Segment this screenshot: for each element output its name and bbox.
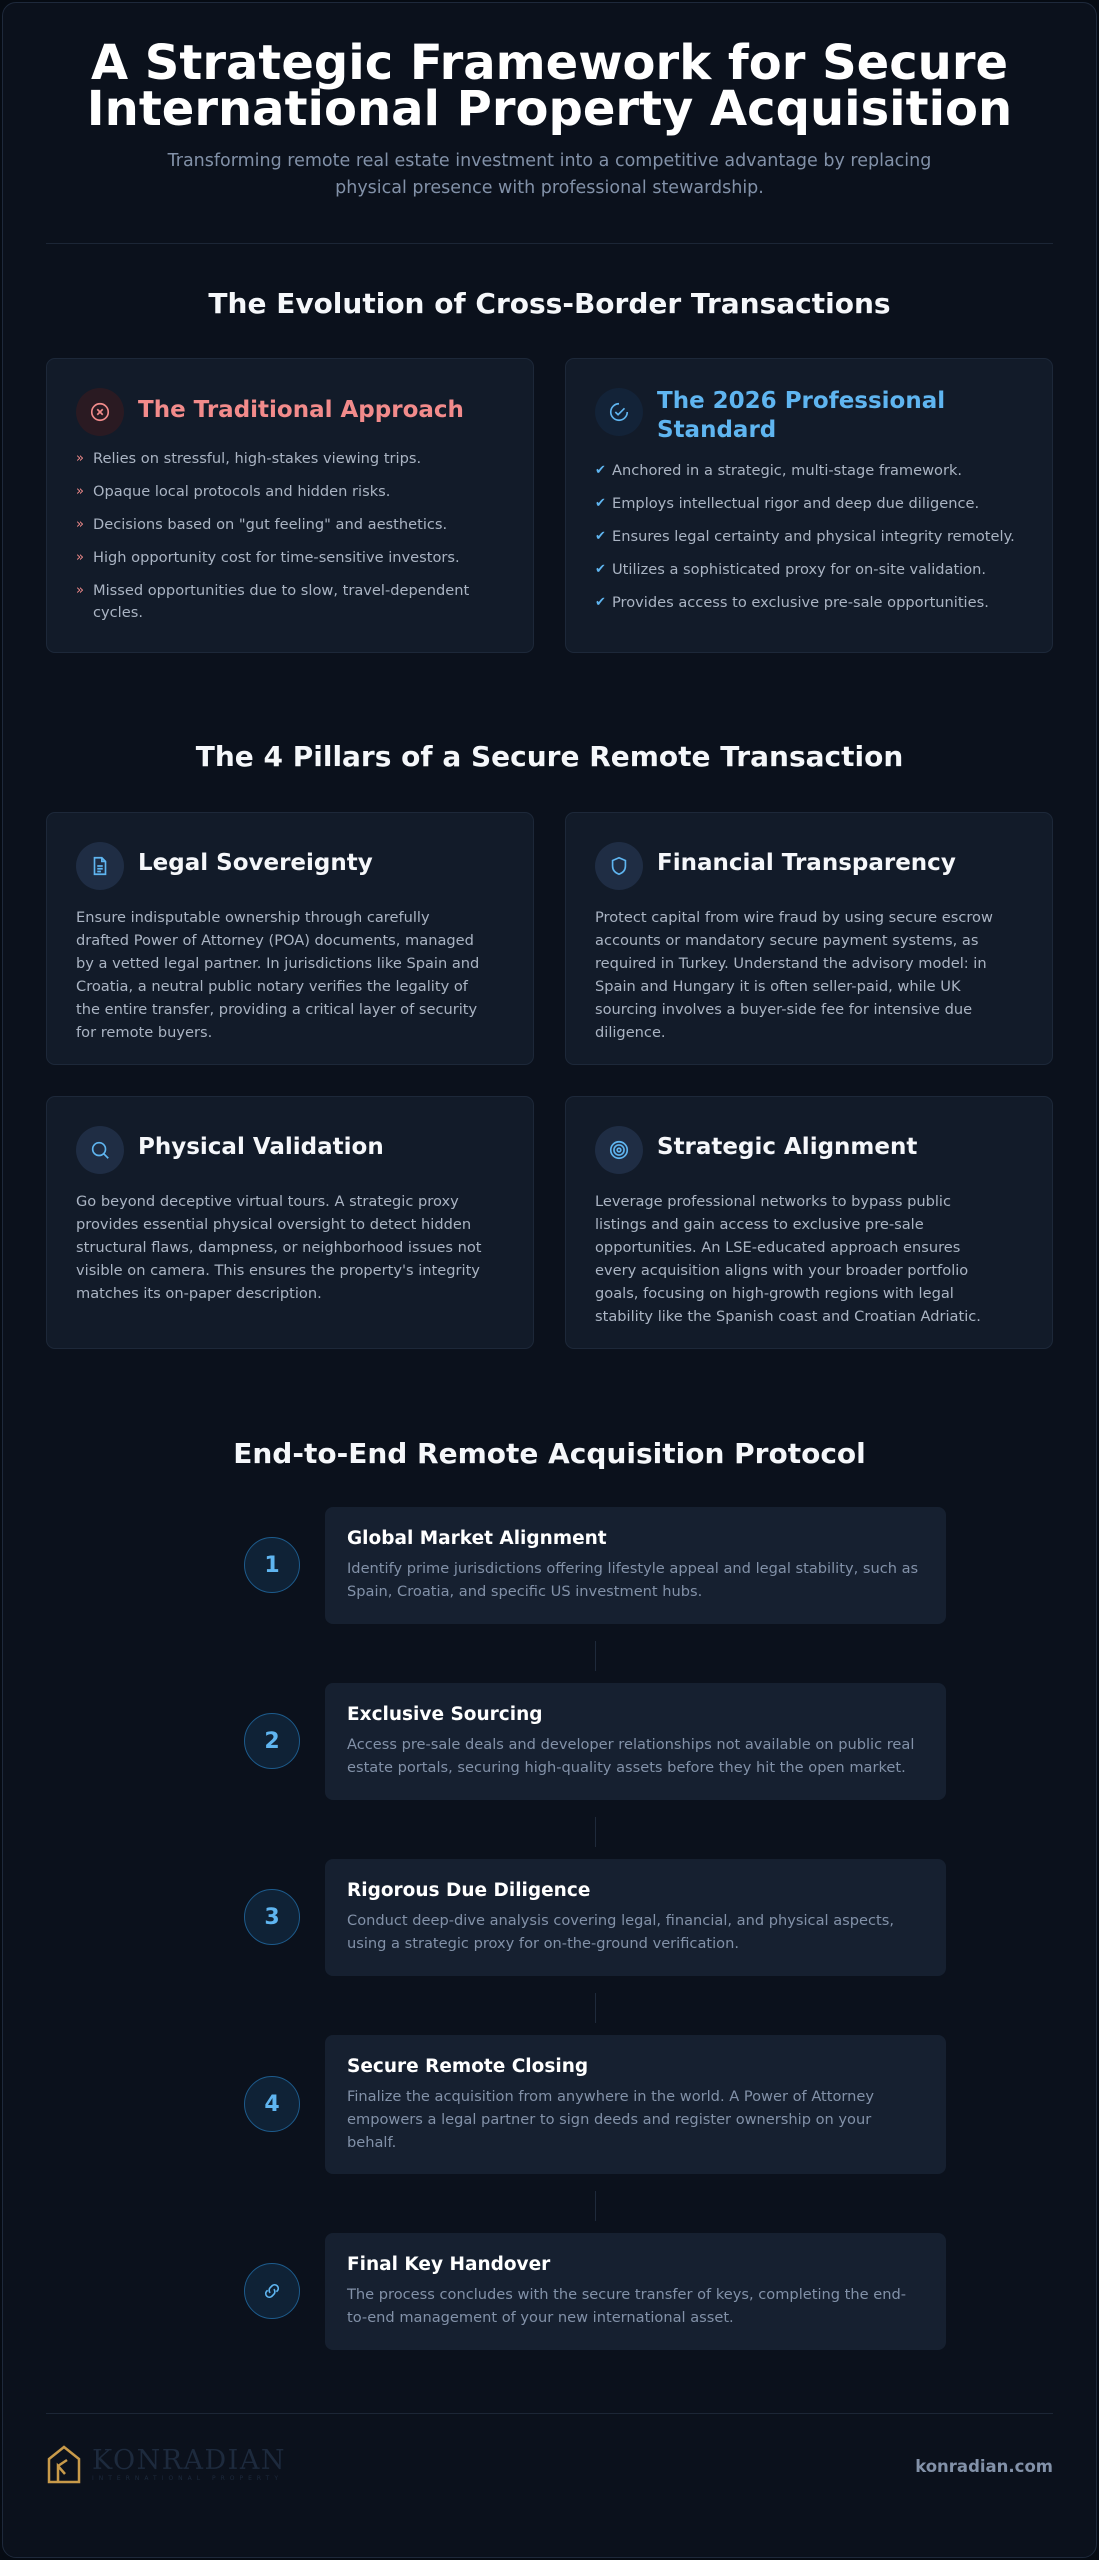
- bullet-marker: »: [76, 451, 84, 466]
- step-connector: [595, 1817, 596, 1847]
- professional-list: [595, 460, 1032, 625]
- page-title: [46, 35, 1053, 137]
- list-item: » Decisions based on "gut feeling" and aesthetics.: [76, 514, 513, 536]
- step-connector: [595, 1641, 596, 1671]
- evolution-title: The Evolution of Cross-Border Transactions: [208, 287, 891, 320]
- step-connector: [595, 1993, 596, 2023]
- traditional-title: The Traditional Approach: [138, 397, 464, 423]
- list-item: » High opportunity cost for time-sensitive investors.: [76, 547, 513, 569]
- search-icon: [76, 1126, 124, 1174]
- document-icon: [76, 842, 124, 890]
- list-item: » Missed opportunities due to slow, travel-dependent cycles.: [76, 582, 470, 621]
- logo-wordmark: KONRADIAN: [92, 2444, 286, 2476]
- pillars-title: The 4 Pillars of a Secure Remote Transaction: [195, 740, 904, 773]
- target-icon: [595, 1126, 643, 1174]
- step-number: 1: [244, 1537, 300, 1593]
- pillar-financial-transparency: [565, 812, 1053, 1065]
- x-circle-icon: [76, 388, 124, 436]
- step-title: Final Key Handover: [347, 2254, 551, 2275]
- step-connector: [595, 2191, 596, 2221]
- step-desc: Access pre-sale deals and developer relationships not available on public real estate portals, securing high-quality assets before they hit the open market.: [347, 1736, 915, 1776]
- check-marker: ✔: [595, 529, 606, 544]
- bullet-marker: »: [76, 484, 84, 499]
- step-number: 3: [244, 1889, 300, 1945]
- step-desc: Conduct deep-dive analysis covering legal, financial, and physical aspects, using a strategic proxy for on-the-ground verification.: [347, 1912, 894, 1952]
- pillar-title: Legal Sovereignty: [138, 850, 373, 876]
- check-marker: ✔: [595, 463, 606, 478]
- pillar-body: Go beyond deceptive virtual tours. A strategic proxy provides essential physical oversight to detect hidden structural flaws, dampness, or neighborhood issues not visible on camera. This ensures the property's integrity matches its on-paper description.: [76, 1193, 482, 1302]
- title-line-2: International Property Acquisition: [86, 81, 1013, 137]
- pillar-title: Financial Transparency: [657, 850, 956, 876]
- protocol-step-3: [325, 1859, 946, 1976]
- pillar-legal-sovereignty: [46, 812, 534, 1065]
- logo-tagline: INTERNATIONAL PROPERTY: [92, 2474, 283, 2482]
- pillar-title: Physical Validation: [138, 1134, 384, 1160]
- konradian-logo[interactable]: [46, 2444, 286, 2484]
- protocol-title: End-to-End Remote Acquisition Protocol: [233, 1437, 866, 1470]
- protocol-step-1: [325, 1507, 946, 1624]
- website-link[interactable]: konradian.com: [915, 2457, 1053, 2476]
- page-subtitle: Transforming remote real estate investment into a competitive advantage by replacing physical presence with professional stewardship.: [167, 151, 932, 198]
- pillar-body: Leverage professional networks to bypass public listings and gain access to exclusive pre-sale opportunities. An LSE-educated approach ensures every acquisition aligns with your broader portfolio goals, focusing on high-growth regions with legal stability like the Spanish coast and Croatian Adriatic.: [595, 1193, 981, 1325]
- pillar-title: Strategic Alignment: [657, 1134, 918, 1160]
- step-number: 4: [244, 2076, 300, 2132]
- step-desc: The process concludes with the secure transfer of keys, completing the end-to-end management of your new international asset.: [347, 2286, 907, 2326]
- step-title: Secure Remote Closing: [347, 2056, 589, 2077]
- infographic: [46, 0, 1053, 2560]
- step-title: Global Market Alignment: [347, 1528, 607, 1549]
- bullet-marker: »: [76, 583, 84, 598]
- title-line-1: A Strategic Framework for Secure: [90, 35, 1009, 91]
- protocol-step-2: [325, 1683, 946, 1800]
- house-logo-icon: [46, 2444, 82, 2484]
- protocol-step-4: [325, 2035, 946, 2174]
- step-desc: Finalize the acquisition from anywhere in the world. A Power of Attorney empowers a legal partner to sign deeds and register ownership on your behalf.: [347, 2088, 875, 2151]
- shield-icon: [595, 842, 643, 890]
- divider: [46, 2413, 1053, 2414]
- list-item: » Opaque local protocols and hidden risks.: [76, 481, 513, 503]
- traditional-list: [76, 448, 513, 635]
- step-title: Exclusive Sourcing: [347, 1704, 543, 1725]
- check-marker: ✔: [595, 496, 606, 511]
- step-number: 2: [244, 1713, 300, 1769]
- list-item: » Relies on stressful, high-stakes viewing trips.: [76, 448, 513, 470]
- list-item: ✔ Employs intellectual rigor and deep due diligence.: [595, 493, 1032, 515]
- protocol-step-5: [325, 2233, 946, 2350]
- check-marker: ✔: [595, 595, 606, 610]
- professional-card: [565, 358, 1053, 653]
- list-item: ✔ Anchored in a strategic, multi-stage framework.: [595, 460, 1032, 482]
- step-desc: Identify prime jurisdictions offering lifestyle appeal and legal stability, such as Spain, Croatia, and specific US investment hubs.: [347, 1560, 919, 1600]
- list-item: ✔ Utilizes a sophisticated proxy for on-site validation.: [595, 559, 1032, 581]
- pillar-physical-validation: [46, 1096, 534, 1349]
- list-item: ✔ Ensures legal certainty and physical integrity remotely.: [595, 526, 1032, 548]
- bullet-marker: »: [76, 517, 84, 532]
- pillar-body: Ensure indisputable ownership through carefully drafted Power of Attorney (POA) documents, managed by a vetted legal partner. In jurisdictions like Spain and Croatia, a neutral public notary verifies the legality of the entire transfer, providing a critical layer of security for remote buyers.: [76, 909, 480, 1041]
- traditional-card: [46, 358, 534, 653]
- divider: [46, 243, 1053, 244]
- list-item: ✔ Provides access to exclusive pre-sale opportunities.: [595, 592, 1032, 614]
- key-icon: [244, 2263, 300, 2319]
- pillar-body: Protect capital from wire fraud by using secure escrow accounts or mandatory secure payment systems, as required in Turkey. Understand the advisory model: in Spain and Hungary it is often seller-paid, while UK sourcing involves a buyer-side fee for intensive due diligence.: [595, 909, 993, 1041]
- professional-title: The 2026 Professional Standard: [657, 388, 946, 443]
- check-marker: ✔: [595, 562, 606, 577]
- check-badge-icon: [595, 388, 643, 436]
- pillar-strategic-alignment: [565, 1096, 1053, 1349]
- step-title: Rigorous Due Diligence: [347, 1880, 591, 1901]
- bullet-marker: »: [76, 550, 84, 565]
